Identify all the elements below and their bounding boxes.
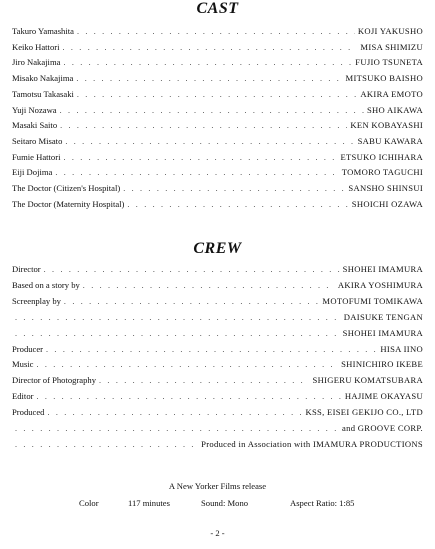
crew-role: Director <box>12 264 41 274</box>
cast-name: AKIRA EMOTO <box>360 88 423 99</box>
crew-row <box>12 423 423 436</box>
cast-row <box>12 89 423 102</box>
dot-leader <box>64 297 319 306</box>
technical-specs <box>0 498 435 510</box>
cast-row <box>12 73 423 86</box>
crew-name: HISA IINO <box>380 343 423 354</box>
cast-row <box>12 136 423 149</box>
dot-leader <box>127 200 348 209</box>
crew-name: HAJIME OKAYASU <box>344 391 423 402</box>
crew-name: SHOHEI IMAMURA <box>342 264 423 274</box>
cast-row <box>12 183 423 196</box>
cast-row <box>12 57 423 70</box>
cast-role: Keiko Hattori <box>12 41 60 52</box>
cast-name: KOJI YAKUSHO <box>357 26 423 36</box>
cast-role: Takuro Yamashita <box>12 26 74 36</box>
crew-name: SHIGERU KOMATSUBARA <box>312 375 423 386</box>
crew-name: and GROOVE CORP. <box>342 423 423 433</box>
cast-role: The Doctor (Maternity Hospital) <box>12 198 125 209</box>
cast-name: SANSHO SHINSUI <box>348 183 423 193</box>
cast-row <box>12 105 423 118</box>
dot-leader <box>15 424 339 433</box>
crew-row <box>12 407 423 420</box>
cast-name: SHOICHI OZAWA <box>351 198 423 209</box>
dot-leader <box>63 43 358 52</box>
cast-name: SHO AIKAWA <box>366 104 423 115</box>
crew-name: SHINICHIRO IKEBE <box>341 359 423 370</box>
cast-name: ETSUKO ICHIHARA <box>340 151 423 162</box>
runtime-spec: 117 minutes <box>128 498 170 508</box>
crew-heading: CREW <box>193 240 242 257</box>
crew-row <box>12 391 423 404</box>
cast-role: Misako Nakajima <box>12 73 74 84</box>
cast-role: Fumie Hattori <box>12 151 61 162</box>
crew-row <box>12 375 423 388</box>
cast-name: FUJIO TSUNETA <box>355 57 423 68</box>
cast-name: KEN KOBAYASHI <box>350 120 423 131</box>
cast-name: SABU KAWARA <box>357 135 423 146</box>
dot-leader <box>36 360 338 369</box>
dot-leader <box>65 137 354 146</box>
dot-leader <box>15 329 340 338</box>
cast-row <box>12 26 423 39</box>
crew-role: Screenplay by <box>12 295 61 306</box>
crew-role: Producer <box>12 343 44 354</box>
cast-role: Tamotsu Takasaki <box>12 88 74 99</box>
crew-role: Produced <box>12 407 45 418</box>
dot-leader <box>63 58 352 67</box>
dot-leader <box>77 27 355 36</box>
cast-heading: CAST <box>196 0 239 17</box>
cast-role: Yuji Nozawa <box>12 104 57 115</box>
dot-leader <box>123 184 345 193</box>
cast-row <box>12 120 423 133</box>
dot-leader <box>60 106 364 115</box>
crew-row <box>12 280 423 293</box>
crew-name: SHOHEI IMAMURA <box>342 327 423 338</box>
cast-role: The Doctor (Citizen's Hospital) <box>12 183 121 193</box>
dot-leader <box>36 392 341 401</box>
dot-leader <box>99 376 309 385</box>
dot-leader <box>44 265 340 274</box>
crew-row <box>12 439 423 452</box>
aspect-ratio-spec: Aspect Ratio: 1:85 <box>290 498 355 508</box>
cast-name: TOMORO TAGUCHI <box>341 167 423 178</box>
cast-role: Masaki Saito <box>12 120 58 131</box>
cast-row <box>12 167 423 180</box>
crew-row <box>12 296 423 309</box>
dot-leader <box>77 90 358 99</box>
cast-row <box>12 42 423 55</box>
cast-role: Eiji Dojima <box>12 167 53 178</box>
crew-role: Based on a story by <box>12 279 80 290</box>
crew-row <box>12 328 423 341</box>
cast-row <box>12 152 423 165</box>
dot-leader <box>15 440 198 449</box>
cast-role: Seitaro Misato <box>12 135 63 146</box>
dot-leader <box>15 313 341 322</box>
cast-name: MISA SHIMIZU <box>360 41 423 52</box>
dot-leader <box>60 121 347 130</box>
crew-role: Editor <box>12 391 34 402</box>
crew-row <box>12 344 423 357</box>
color-spec: Color <box>79 498 99 508</box>
cast-name: MITSUKO BAISHO <box>345 73 423 84</box>
crew-name: DAISUKE TENGAN <box>343 311 423 322</box>
crew-role: Director of Photography <box>12 375 97 386</box>
dot-leader <box>63 153 337 162</box>
cast-role: Jiro Nakajima <box>12 57 61 68</box>
dot-leader <box>55 168 338 177</box>
dot-leader <box>83 281 335 290</box>
crew-name: Produced in Association with IMAMURA PRODUCTIONS <box>201 438 423 449</box>
crew-row <box>12 359 423 372</box>
crew-row <box>12 312 423 325</box>
page-number: - 2 - <box>210 528 225 538</box>
cast-row <box>12 199 423 212</box>
crew-name: AKIRA YOSHIMURA <box>337 279 423 290</box>
crew-name: KSS, EISEI GEKIJO CO., LTD <box>305 407 423 418</box>
crew-row <box>12 264 423 277</box>
dot-leader <box>46 345 377 354</box>
dot-leader <box>76 74 342 83</box>
crew-role: Music <box>12 359 34 370</box>
dot-leader <box>47 408 302 417</box>
crew-name: MOTOFUMI TOMIKAWA <box>322 295 423 306</box>
release-line: A New Yorker Films release <box>168 481 267 491</box>
sound-spec: Sound: Mono <box>201 498 249 508</box>
